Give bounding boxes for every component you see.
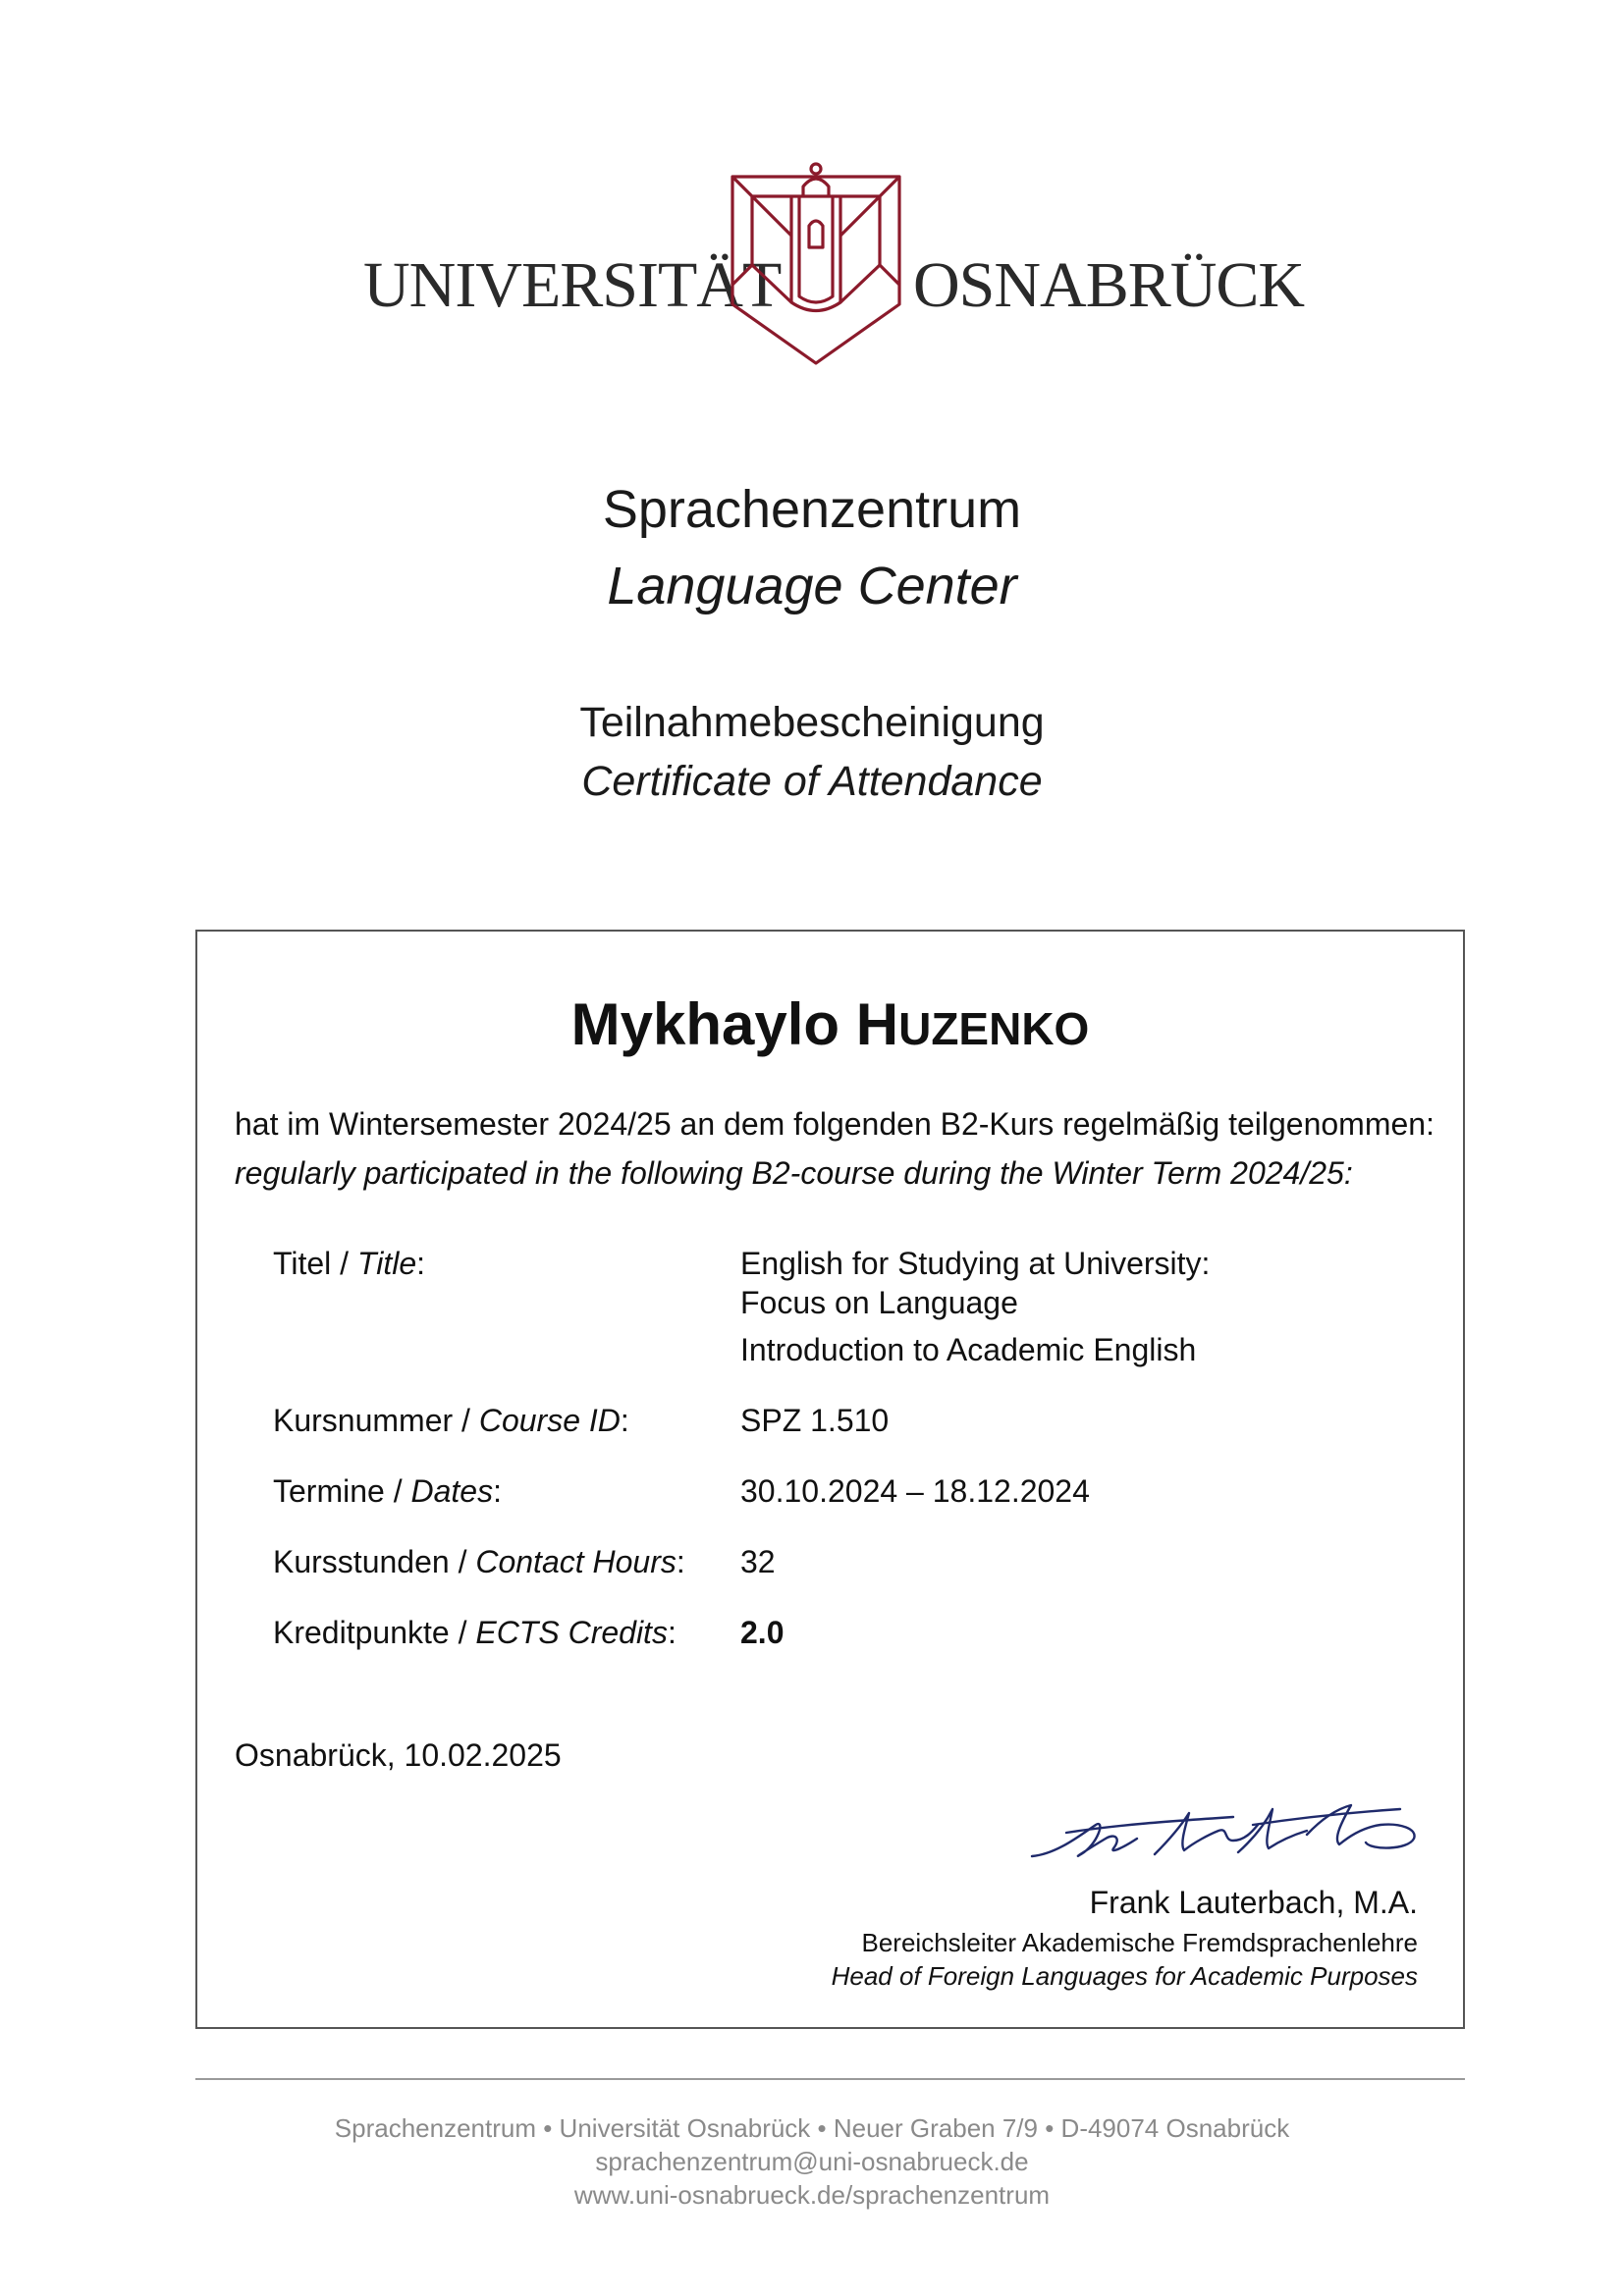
contact-hours-value: 32: [740, 1544, 776, 1579]
ects-credits-label-colon: :: [667, 1615, 677, 1650]
ects-credits-label: [273, 1617, 677, 1648]
signatory-name: Frank Lauterbach, M.A.: [1089, 1885, 1418, 1920]
contact-hours-label-en: Contact Hours: [475, 1544, 677, 1579]
signature-icon: [1027, 1795, 1425, 1874]
title-label: [273, 1248, 425, 1279]
contact-hours-label: [273, 1546, 685, 1577]
dates-label-colon: :: [493, 1473, 502, 1509]
title-label-de: Titel /: [273, 1246, 357, 1281]
signatory-role-de: Bereichsleiter Akademische Fremdsprachenlehre: [861, 1928, 1418, 1957]
participant-last-name-initial: H: [855, 991, 899, 1057]
footer-website: www.uni-osnabrueck.de/sprachenzentrum: [573, 2180, 1051, 2210]
participant-name: [197, 991, 1463, 1057]
title-label-colon: :: [416, 1246, 425, 1281]
ects-credits-label-de: Kreditpunkte /: [273, 1615, 476, 1650]
dates-label-de: Termine /: [273, 1473, 411, 1509]
title-value-line3: Introduction to Academic English: [740, 1332, 1197, 1367]
university-logo: [0, 147, 1624, 383]
footer-divider: [195, 2078, 1465, 2080]
place-and-date: Osnabrück, 10.02.2025: [235, 1737, 562, 1773]
course-id-value: SPZ 1.510: [740, 1403, 890, 1438]
contact-hours-label-de: Kursstunden /: [273, 1544, 476, 1579]
ects-credits-value: 2.0: [740, 1615, 785, 1650]
statement-en: regularly participated in the following B2-course during the Winter Term 2024/25:: [235, 1155, 1353, 1191]
footer-email: sprachenzentrum@uni-osnabrueck.de: [595, 2147, 1029, 2176]
participant-last-name-rest: UZENKO: [898, 1003, 1090, 1054]
document-title-en: Certificate of Attendance: [581, 758, 1043, 805]
dates-label-en: Dates: [410, 1473, 494, 1509]
contact-hours-label-colon: :: [676, 1544, 685, 1579]
title-value-line2: Focus on Language: [740, 1285, 1018, 1320]
dates-value: 30.10.2024 – 18.12.2024: [740, 1473, 1090, 1509]
statement-de: hat im Wintersemester 2024/25 an dem folgenden B2-Kurs regelmäßig teilgenommen:: [235, 1106, 1435, 1142]
dates-label: [273, 1475, 502, 1507]
title-value-line1: English for Studying at University:: [740, 1246, 1211, 1281]
university-seal-icon: [723, 157, 909, 373]
ects-credits-label-en: ECTS Credits: [475, 1615, 668, 1650]
course-id-label-de: Kursnummer /: [273, 1403, 479, 1438]
course-id-label-colon: :: [620, 1403, 629, 1438]
logo-word-universitaet: UNIVERSITÄT: [363, 249, 782, 321]
signatory-role-en: Head of Foreign Languages for Academic Purposes: [831, 1961, 1418, 1991]
department-title-en: Language Center: [607, 557, 1017, 615]
participant-first-name: Mykhaylo: [570, 991, 840, 1057]
logo-word-osnabrueck: OSNABRÜCK: [913, 249, 1305, 321]
document-title-de: Teilnahmebescheinigung: [579, 699, 1045, 746]
course-id-label-en: Course ID: [478, 1403, 621, 1438]
department-title-de: Sprachenzentrum: [602, 480, 1022, 539]
course-id-label: [273, 1405, 629, 1436]
footer-address: Sprachenzentrum • Universität Osnabrück • Neuer Graben 7/9 • D-49074 Osnabrück: [334, 2113, 1290, 2143]
certificate-box: [195, 930, 1465, 2029]
title-label-en: Title: [356, 1246, 417, 1281]
